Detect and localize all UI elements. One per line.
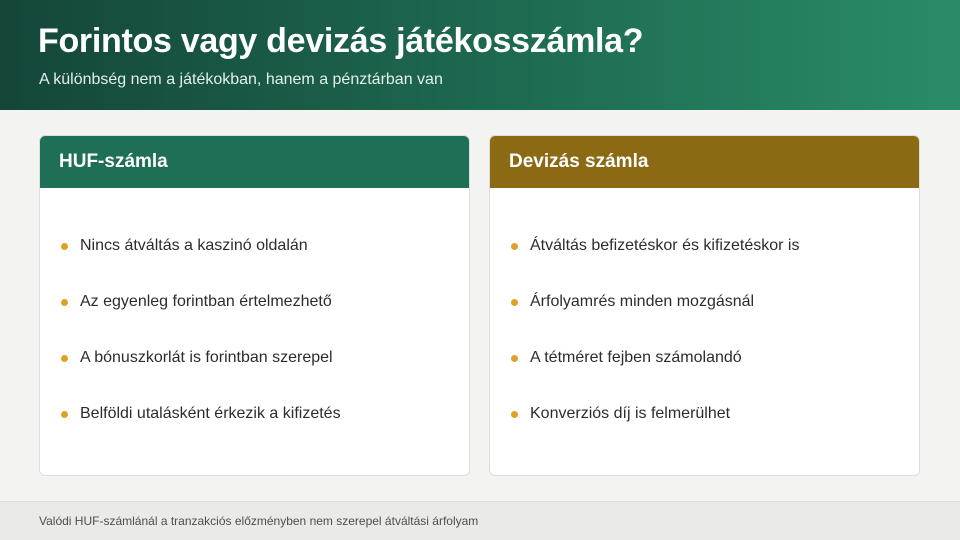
huf-account-card <box>39 135 470 476</box>
foreign-currency-account-card-title: Devizás számla <box>509 151 649 172</box>
footer-bar <box>0 501 960 540</box>
list-item <box>490 404 919 460</box>
huf-account-card-header <box>40 136 469 188</box>
page-title: Forintos vagy devizás játékosszámla? <box>38 22 644 60</box>
bullet-dot-icon <box>61 355 68 362</box>
bullet-dot-icon <box>511 299 518 306</box>
list-item <box>490 292 919 348</box>
list-item <box>490 236 919 292</box>
page-subtitle: A különbség nem a játékokban, hanem a pénztárban van <box>39 71 443 88</box>
bullet-dot-icon <box>61 243 68 250</box>
bullet-dot-icon <box>61 299 68 306</box>
list-item-text: Nincs átváltás a kaszinó oldalán <box>80 237 308 254</box>
bullet-dot-icon <box>511 355 518 362</box>
foreign-currency-account-card <box>489 135 920 476</box>
list-item-text: Az egyenleg forintban értelmezhető <box>80 293 332 310</box>
list-item-text: Konverziós díj is felmerülhet <box>530 405 731 422</box>
list-item <box>40 292 469 348</box>
list-item <box>40 404 469 460</box>
list-item-text: A tétméret fejben számolandó <box>530 349 742 366</box>
foreign-currency-account-card-header <box>490 136 919 188</box>
huf-account-list <box>40 236 469 460</box>
header-banner <box>0 0 960 110</box>
foreign-currency-account-list <box>490 236 919 460</box>
list-item <box>490 348 919 404</box>
huf-account-card-title: HUF-számla <box>59 151 168 172</box>
list-item-text: A bónuszkorlát is forintban szerepel <box>80 349 333 366</box>
footer-note: Valódi HUF-számlánál a tranzakciós előzményben nem szerepel átváltási árfolyam <box>39 514 479 528</box>
list-item-text: Árfolyamrés minden mozgásnál <box>530 293 755 310</box>
list-item-text: Belföldi utalásként érkezik a kifizetés <box>80 405 341 422</box>
bullet-dot-icon <box>61 411 68 418</box>
list-item <box>40 348 469 404</box>
bullet-dot-icon <box>511 411 518 418</box>
bullet-dot-icon <box>511 243 518 250</box>
list-item <box>40 236 469 292</box>
list-item-text: Átváltás befizetéskor és kifizetéskor is <box>530 237 800 254</box>
